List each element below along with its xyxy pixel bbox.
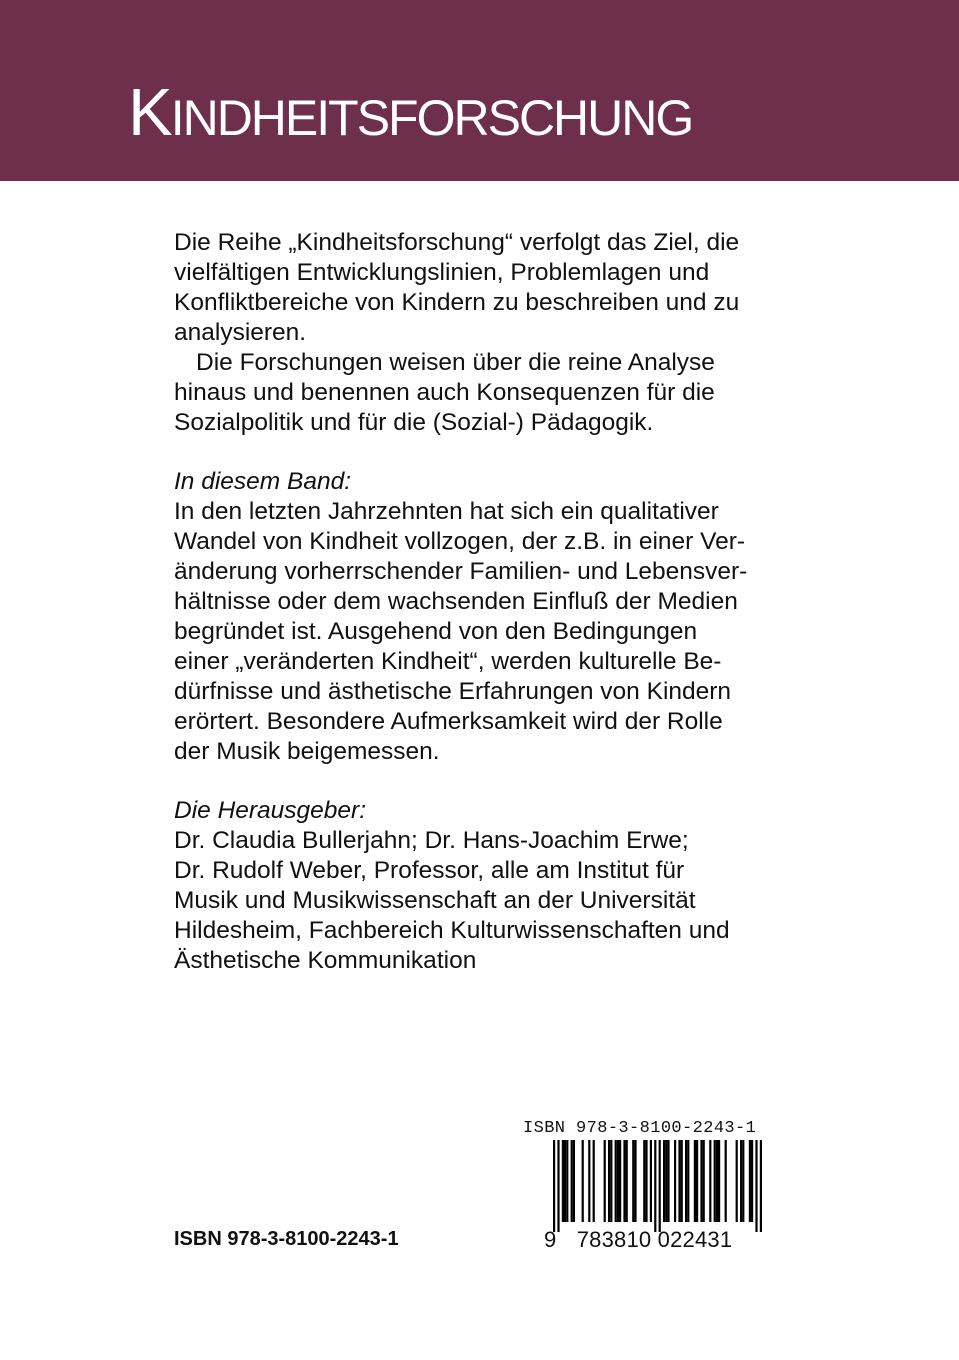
intro-line: Sozialpolitik und für die (Sozial-) Pädagogik. — [174, 409, 654, 436]
barcode-bar — [632, 1140, 634, 1222]
barcode-bar — [663, 1140, 665, 1222]
volume-line: begründet ist. Ausgehend von den Bedingungen — [174, 618, 698, 645]
barcode-bar — [700, 1140, 702, 1222]
barcode-bar — [557, 1140, 559, 1232]
barcode-bar — [751, 1140, 753, 1222]
barcode-bar — [665, 1140, 667, 1222]
barcode-bar — [659, 1140, 661, 1232]
editors-heading: Die Herausgeber: — [174, 797, 367, 824]
volume-line: der Musik beigemessen. — [174, 738, 440, 765]
editors-line: Dr. Claudia Bullerjahn; Dr. Hans-Joachim Erwe; — [174, 827, 689, 854]
barcode-bar — [562, 1140, 564, 1222]
barcode-bar — [736, 1140, 738, 1222]
barcode-bar — [623, 1140, 625, 1222]
barcode-bar — [582, 1140, 584, 1222]
barcode-bar — [604, 1140, 606, 1222]
barcode-bar — [626, 1140, 628, 1222]
barcode-bar — [685, 1140, 687, 1222]
volume-line: In den letzten Jahrzehnten hat sich ein qualitativer — [174, 498, 719, 525]
barcode-bar — [573, 1140, 575, 1222]
volume-line: hältnisse oder dem wachsenden Einfluß der Medien — [174, 588, 738, 615]
intro-line: Die Forschungen weisen über die reine Analyse — [196, 349, 715, 376]
editors-section — [174, 796, 814, 976]
barcode-bar — [593, 1140, 595, 1222]
barcode-first-digit: 9 — [544, 1227, 557, 1252]
editors-line: Ästhetische Kommunikation — [174, 947, 477, 974]
barcode-bar — [571, 1140, 573, 1222]
isbn-label: ISBN 978-3-8100-2243-1 — [174, 1228, 399, 1250]
barcode-bar — [703, 1140, 705, 1222]
intro-paragraph — [174, 228, 814, 438]
barcode-bar — [588, 1140, 590, 1222]
barcode-bar — [714, 1140, 716, 1222]
volume-line: dürfnisse und ästhetische Erfahrungen von Kindern — [174, 678, 732, 705]
barcode-bar — [681, 1140, 683, 1222]
intro-line: hinaus und benennen auch Konsequenzen für die — [174, 379, 715, 406]
barcode-bar — [608, 1140, 610, 1222]
volume-section — [174, 467, 814, 767]
barcode-bar — [667, 1140, 669, 1222]
barcode-bar — [755, 1140, 757, 1232]
title-banner — [0, 0, 959, 181]
barcode-bar — [566, 1140, 568, 1222]
volume-line: änderung vorherrschender Familien- und Lebensver- — [174, 558, 748, 585]
barcode-bar — [709, 1140, 711, 1222]
barcode-bar — [678, 1140, 680, 1222]
barcode-bar — [740, 1140, 742, 1222]
editors-line: Hildesheim, Fachbereich Kulturwissenschaften und — [174, 917, 730, 944]
editors-line: Musik und Musikwissenschaft an der Universität — [174, 887, 696, 914]
barcode-bar — [674, 1140, 676, 1222]
barcode-bar — [619, 1140, 621, 1222]
series-title-text: KINDHEITSFORSCHUNG — [128, 75, 693, 150]
barcode-bar — [650, 1140, 652, 1222]
barcode-bar — [553, 1140, 555, 1232]
barcode-bar — [694, 1140, 696, 1222]
barcode-bar — [610, 1140, 612, 1222]
barcode-bar — [742, 1140, 744, 1222]
barcode-bar — [687, 1140, 689, 1222]
barcode-bars — [517, 1140, 775, 1232]
intro-line: Die Reihe „Kindheitsforschung“ verfolgt das Ziel, die — [174, 229, 740, 256]
barcode-bar — [643, 1140, 645, 1222]
intro-line: analysieren. — [174, 319, 307, 346]
barcode-bar — [716, 1140, 718, 1222]
barcode-bar — [645, 1140, 647, 1222]
barcode-bar — [760, 1140, 762, 1232]
intro-line: vielfältigen Entwicklungslinien, Problemlagen und — [174, 259, 710, 286]
volume-heading: In diesem Band: — [174, 468, 352, 495]
barcode-bar — [718, 1140, 720, 1222]
volume-line: einer „veränderten Kindheit“, werden kulturelle Be- — [174, 648, 722, 675]
barcode-bar — [617, 1140, 619, 1222]
barcode-bar — [615, 1140, 617, 1222]
barcode-digit-groups: 783810 022431 — [576, 1227, 733, 1252]
editors-line: Dr. Rudolf Weber, Professor, alle am Institut für — [174, 857, 685, 884]
barcode-bar — [654, 1140, 656, 1232]
barcode-bar — [696, 1140, 698, 1222]
intro-line: Konfliktbereiche von Kindern zu beschreiben und zu — [174, 289, 740, 316]
series-title — [128, 68, 828, 163]
barcode-bar — [749, 1140, 751, 1222]
volume-line: erörtert. Besondere Aufmerksamkeit wird der Rolle — [174, 708, 723, 735]
barcode-isbn-label: ISBN 978-3-8100-2243-1 — [523, 1119, 757, 1138]
barcode-bar — [634, 1140, 636, 1222]
barcode-digits — [544, 1227, 732, 1253]
barcode-bar — [725, 1140, 727, 1222]
volume-line: Wandel von Kindheit vollzogen, der z.B. in einer Ver- — [174, 528, 746, 555]
barcode-bar — [564, 1140, 566, 1222]
